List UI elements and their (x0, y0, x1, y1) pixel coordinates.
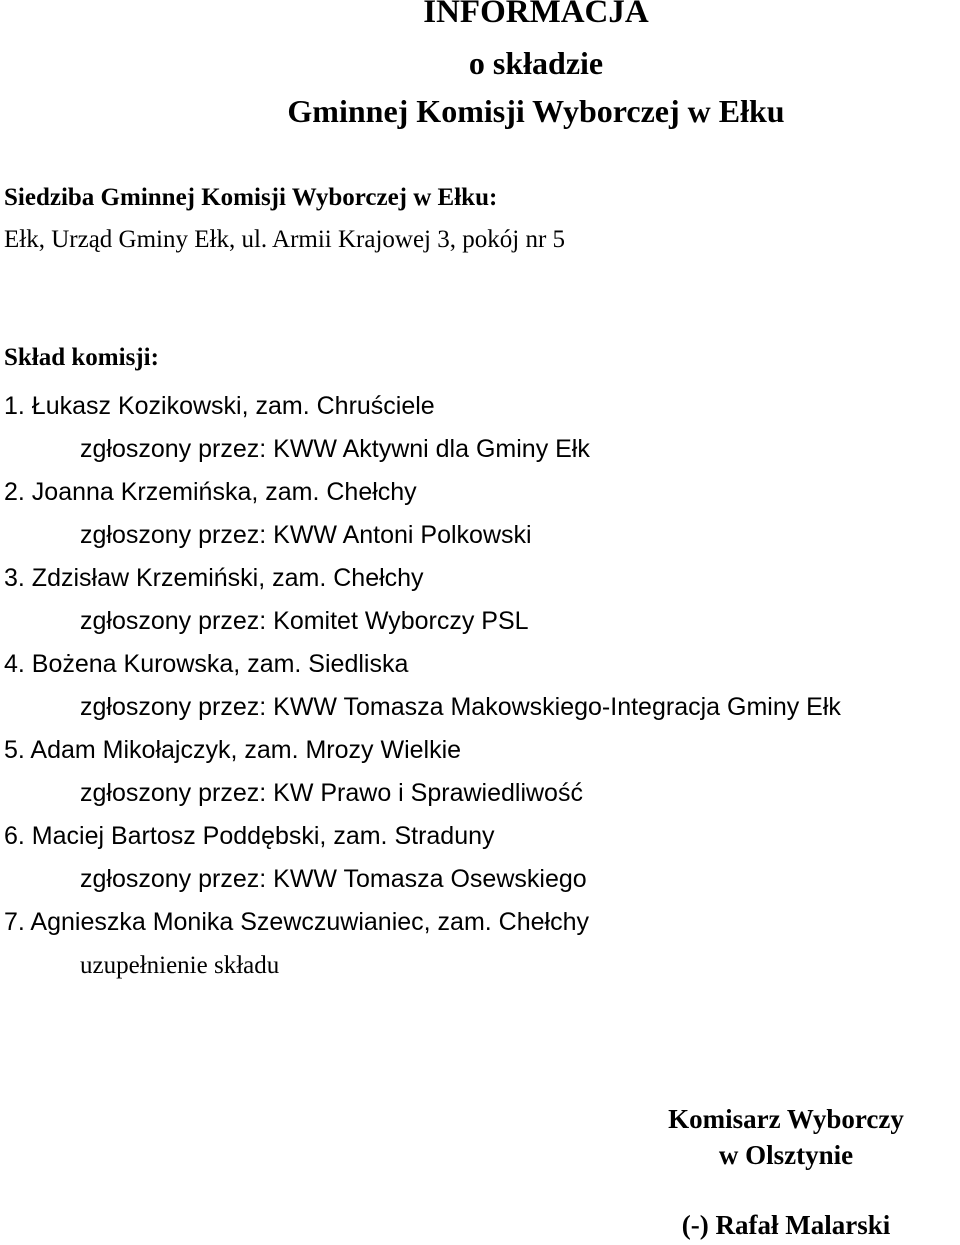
member-name-line: 3. Zdzisław Krzemiński, zam. Chełchy (4, 564, 424, 592)
member-nomination: zgłoszony przez: KWW Tomasza Osewskiego (80, 865, 587, 893)
member-nomination: uzupełnienie składu (80, 952, 280, 979)
list-item (4, 729, 841, 815)
list-item (4, 901, 841, 987)
member-name-line: 7. Agnieszka Monika Szewczuwianiec, zam. Chełchy (4, 908, 589, 936)
signature-role: Komisarz Wyborczy (668, 1104, 904, 1134)
composition-label: Skład komisji: (4, 344, 159, 371)
seat-label: Siedziba Gminnej Komisji Wyborczej w Ełku: (4, 184, 498, 211)
seat-address: Ełk, Urząd Gminy Ełk, ul. Armii Krajowej 3, pokój nr 5 (4, 226, 566, 253)
member-nomination: zgłoszony przez: Komitet Wyborczy PSL (80, 607, 529, 635)
member-name-line: 1. Łukasz Kozikowski, zam. Chruściele (4, 392, 435, 420)
member-list (4, 385, 841, 987)
signature-place: w Olsztynie (718, 1140, 854, 1170)
signature-name: (-) Rafał Malarski (681, 1210, 891, 1240)
member-name-line: 2. Joanna Krzemińska, zam. Chełchy (4, 478, 417, 506)
member-nomination: zgłoszony przez: KWW Aktywni dla Gminy Ełk (80, 435, 590, 463)
member-name-line: 4. Bożena Kurowska, zam. Siedliska (4, 650, 409, 678)
member-name-line: 6. Maciej Bartosz Poddębski, zam. Straduny (4, 822, 495, 850)
document-title: INFORMACJA (423, 0, 649, 30)
signature-block (640, 1101, 932, 1173)
committee-name: Gminnej Komisji Wyborczej w Ełku (287, 93, 785, 129)
member-nomination: zgłoszony przez: KWW Antoni Polkowski (80, 521, 532, 549)
list-item (4, 471, 841, 557)
list-item (4, 643, 841, 729)
member-name-line: 5. Adam Mikołajczyk, zam. Mrozy Wielkie (4, 736, 462, 764)
list-item (4, 385, 841, 471)
list-item (4, 815, 841, 901)
member-nomination: zgłoszony przez: KW Prawo i Sprawiedliwość (80, 779, 583, 807)
member-nomination: zgłoszony przez: KWW Tomasza Makowskiego-Integracja Gminy Ełk (80, 693, 841, 721)
list-item (4, 557, 841, 643)
document-header (260, 0, 812, 131)
document-subtitle: o składzie (468, 45, 604, 81)
